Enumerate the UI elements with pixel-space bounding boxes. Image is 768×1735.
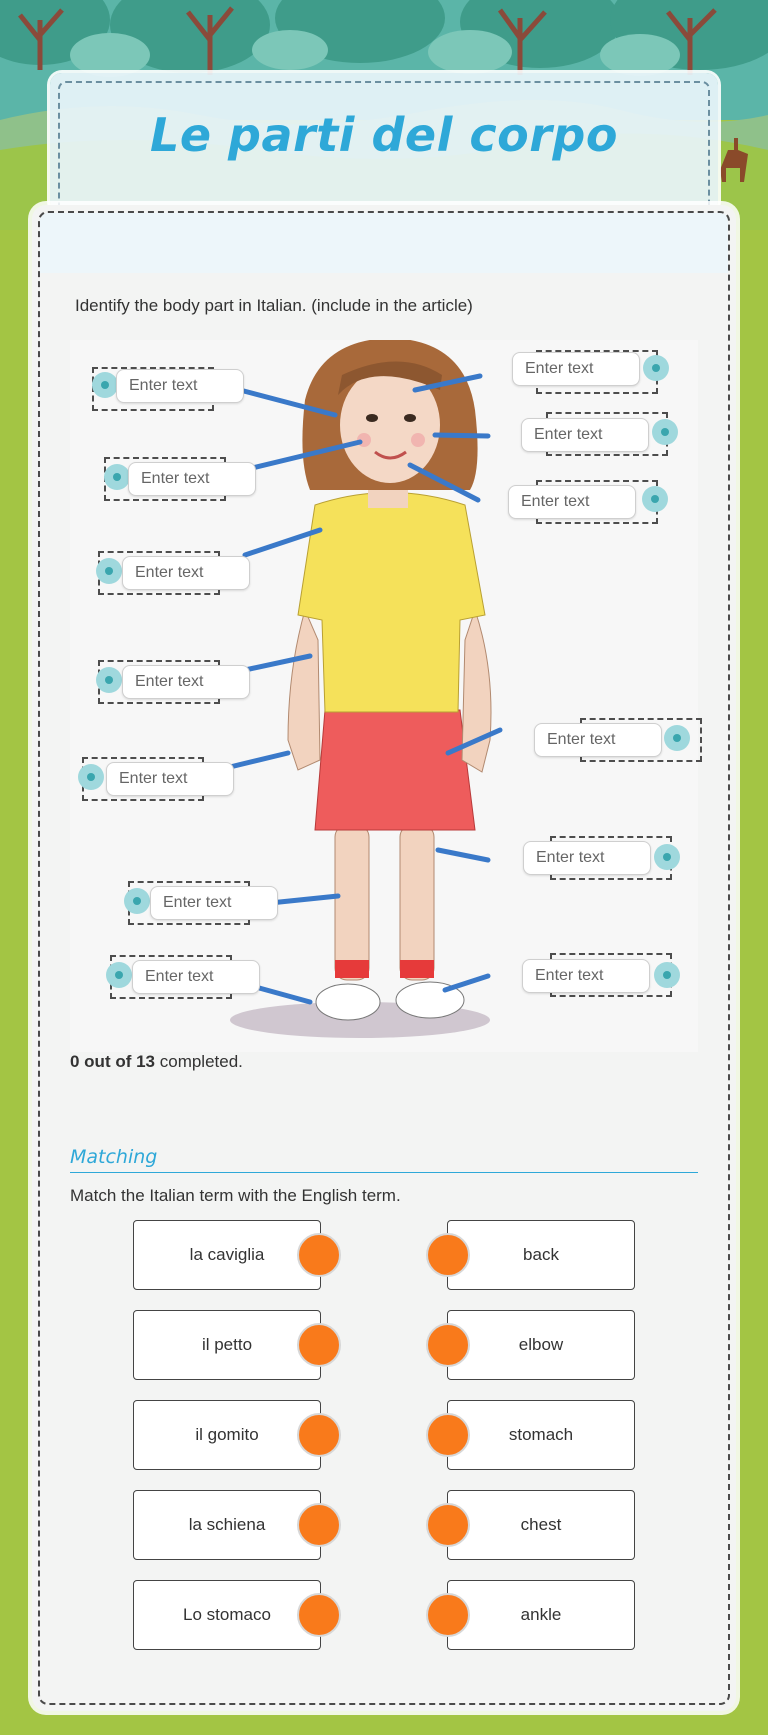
match-right-item[interactable]: ankle [447, 1580, 635, 1650]
answer-input-10[interactable] [523, 841, 651, 875]
match-right-item[interactable]: chest [447, 1490, 635, 1560]
match-connector-right[interactable] [426, 1233, 470, 1277]
match-connector-right[interactable] [426, 1323, 470, 1367]
body-diagram [70, 340, 698, 1052]
match-connector-left[interactable] [297, 1593, 341, 1637]
anchor-dot-2 [643, 355, 669, 381]
match-connector-left[interactable] [297, 1233, 341, 1277]
matching-divider [70, 1172, 698, 1173]
answer-input-4[interactable] [128, 462, 256, 496]
answer-input-6[interactable] [122, 556, 250, 590]
answer-input-12[interactable] [132, 960, 260, 994]
answer-input-5[interactable] [508, 485, 636, 519]
exercise-instruction: Identify the body part in Italian. (include in the article) [75, 296, 473, 315]
match-connector-left[interactable] [297, 1413, 341, 1457]
panel-header-band [40, 213, 728, 273]
anchor-dot-3 [652, 419, 678, 445]
match-connector-left[interactable] [297, 1323, 341, 1367]
anchor-dot-11 [124, 888, 150, 914]
anchor-dot-7 [96, 667, 122, 693]
progress-suffix: completed. [155, 1052, 243, 1071]
anchor-dot-8 [78, 764, 104, 790]
match-right-item[interactable]: stomach [447, 1400, 635, 1470]
match-right-item[interactable]: elbow [447, 1310, 635, 1380]
progress-status [70, 1052, 243, 1072]
match-right-item[interactable]: back [447, 1220, 635, 1290]
answer-input-11[interactable] [150, 886, 278, 920]
matching-heading: Matching [70, 1146, 158, 1168]
anchor-dot-6 [96, 558, 122, 584]
answer-input-7[interactable] [122, 665, 250, 699]
match-connector-left[interactable] [297, 1503, 341, 1547]
answer-input-3[interactable] [521, 418, 649, 452]
match-connector-right[interactable] [426, 1413, 470, 1457]
answer-input-2[interactable] [512, 352, 640, 386]
anchor-dot-1 [92, 372, 118, 398]
anchor-dot-4 [104, 464, 130, 490]
match-connector-right[interactable] [426, 1503, 470, 1547]
progress-count: 0 out of 13 [70, 1052, 156, 1071]
match-left-item[interactable]: il gomito [133, 1400, 321, 1470]
answer-input-13[interactable] [522, 959, 650, 993]
answer-input-1[interactable] [116, 369, 244, 403]
match-left-item[interactable]: la caviglia [133, 1220, 321, 1290]
match-left-item[interactable]: Lo stomaco [133, 1580, 321, 1650]
anchor-dot-5 [642, 486, 668, 512]
anchor-dot-13 [654, 962, 680, 988]
match-connector-right[interactable] [426, 1593, 470, 1637]
anchor-dot-10 [654, 844, 680, 870]
worksheet-title: Le parti del corpo [150, 108, 618, 162]
match-left-item[interactable]: la schiena [133, 1490, 321, 1560]
match-left-item[interactable]: il petto [133, 1310, 321, 1380]
matching-instruction: Match the Italian term with the English term. [70, 1186, 401, 1205]
anchor-dot-12 [106, 962, 132, 988]
answer-input-8[interactable] [106, 762, 234, 796]
answer-input-9[interactable] [534, 723, 662, 757]
anchor-dot-9 [664, 725, 690, 751]
